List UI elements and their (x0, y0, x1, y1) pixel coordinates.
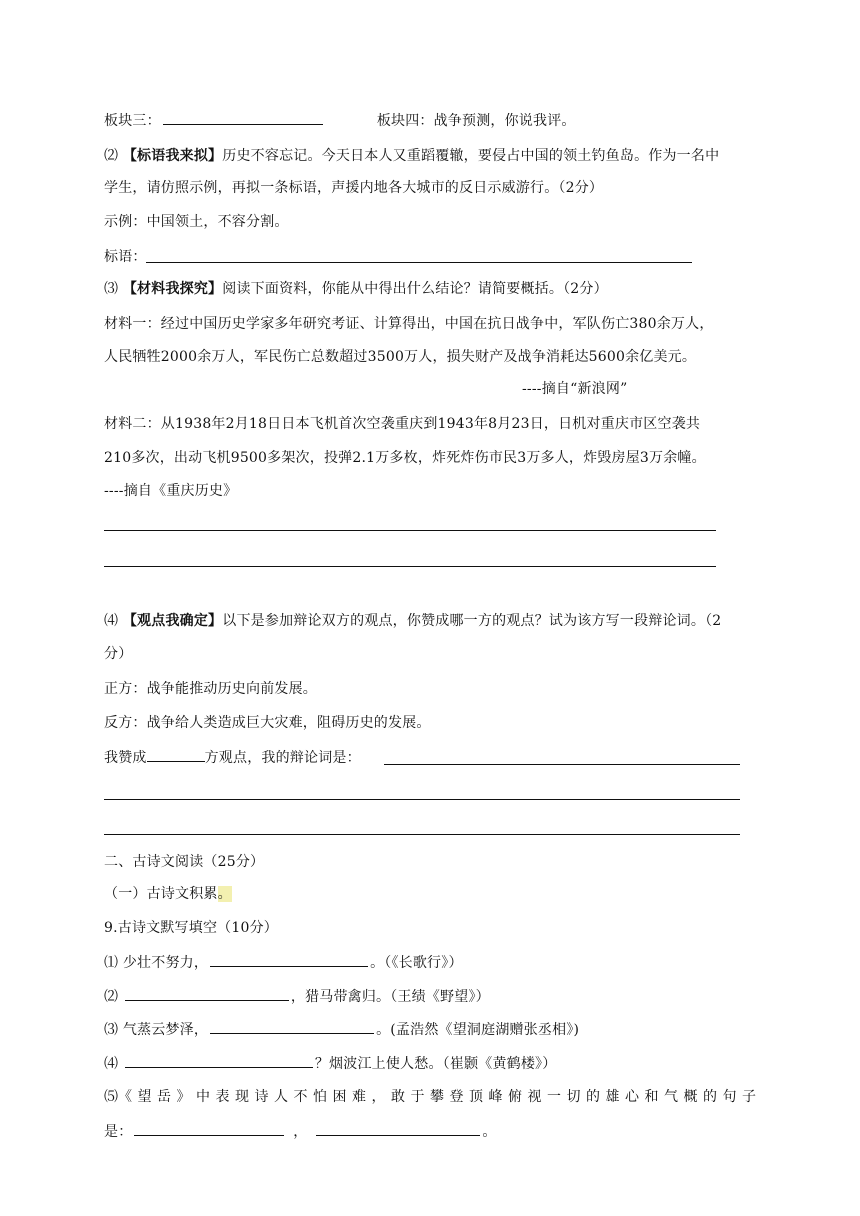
q3-text: 阅读下面资料，你能从中得出什么结论？请简要概括。（2分） (222, 281, 608, 297)
block3-answer-blank[interactable] (163, 110, 323, 125)
poem5-char: 气 (664, 1089, 678, 1105)
poem3-blank[interactable] (210, 1019, 374, 1034)
material2-line2: 210多次，出动飞机9500多架次，投弹2.1万多枚，炸死炸伤市民3万多人，炸毁房屋3万余幢。 (104, 450, 706, 466)
material2-line1: 材料二：从1938年2月18日日本飞机首次空袭重庆到1943年8月23日，日机对重庆市区空袭共 (104, 416, 701, 432)
q9-title: 9.古诗文默写填空（10分） (104, 920, 278, 936)
poem5-blank-2[interactable] (316, 1121, 480, 1136)
q2-example: 示例：中国领土，不容分割。 (104, 214, 289, 230)
poem5-char: 登 (449, 1089, 464, 1105)
poem5-char: 中 (196, 1089, 210, 1105)
poem5-char: 敢 (391, 1089, 405, 1105)
q4-agree-line (104, 747, 361, 767)
poem5-char: 人 (274, 1089, 288, 1105)
q2-number: ⑵ (104, 148, 119, 164)
poem5-char: 和 (644, 1089, 659, 1105)
poem5-char: 俯 (508, 1089, 522, 1105)
poem5-char: 句 (722, 1089, 737, 1105)
poem4-line (104, 1053, 556, 1073)
poem1-blank[interactable] (210, 952, 368, 967)
block3-line (104, 110, 576, 130)
poem5-char: 概 (683, 1089, 698, 1105)
poem5-prefix: 是： (104, 1124, 133, 1140)
material1-source: ----摘自“新浪网” (522, 381, 628, 397)
poem5-char: 于 (410, 1089, 425, 1105)
poem5-char: 子 (742, 1089, 756, 1105)
poem1-text: 少壮不努力， (122, 955, 209, 971)
block4-text: 板块四：战争预测，你说我评。 (376, 113, 576, 129)
poem3-source: 。(孟浩然《望洞庭湖赠张丞相》) (376, 1022, 580, 1038)
poem5-char: 表 (215, 1089, 230, 1105)
poem3-text: 气蒸云梦泽， (122, 1022, 209, 1038)
q2-tag: 【标语我来拟】 (122, 148, 223, 164)
q4-con: 反方：战争给人类造成巨大灾难，阻碍历史的发展。 (104, 715, 431, 731)
poem4-blank[interactable] (125, 1053, 313, 1068)
poem5-char: 现 (235, 1089, 249, 1105)
poem5-char: 视 (527, 1089, 542, 1105)
section2-sub (104, 884, 232, 904)
q4-text-1: 以下是参加辩论双方的观点，你赞成哪一方的观点？试为该方写一段辩论词。（2 (222, 613, 722, 629)
section2-sub-dot: 。 (217, 886, 232, 902)
poem5-char: 的 (703, 1089, 717, 1105)
poem3-line (104, 1019, 579, 1039)
poem2-blank[interactable] (125, 986, 289, 1001)
poem5-char: 诗 (254, 1089, 269, 1105)
q3-answer-blank-1[interactable] (104, 530, 716, 531)
poem5-char: 难 (352, 1089, 366, 1105)
q3-number: ⑶ (104, 281, 119, 297)
q3-line1 (104, 279, 608, 299)
poem1-source: 。（《长歌行》） (370, 955, 463, 971)
q4-line1 (104, 611, 721, 631)
q2-line1 (104, 146, 719, 166)
poem5-char: 怕 (313, 1089, 327, 1105)
poem5-char: 不 (293, 1089, 308, 1105)
slogan-label: 标语： (104, 249, 147, 265)
q4-line2: 分） (104, 646, 133, 662)
q3-tag: 【材料我探究】 (122, 281, 223, 297)
poem5-line1 (104, 1087, 756, 1107)
section2-title: 二、古诗文阅读（25分） (104, 854, 265, 870)
poem2-source: ，猎马带禽归。（王绩《野望》） (290, 989, 490, 1005)
poem5-char: 》 (176, 1089, 191, 1105)
poem5-char: ⑸《 (104, 1089, 132, 1105)
poem5-char: 的 (586, 1089, 600, 1105)
q4-number: ⑷ (104, 613, 119, 629)
poem5-char: 心 (625, 1089, 639, 1105)
poem2-line (104, 986, 490, 1006)
poem5-char: 岳 (157, 1089, 171, 1105)
q2-slogan-line (104, 247, 147, 267)
section2-sub-text: （一）古诗文积累 (104, 886, 218, 902)
poem5-char: 切 (566, 1089, 581, 1105)
q2-text-1: 历史不容忘记。今天日本人又重蹈覆辙，要侵占中国的领土钓鱼岛。作为一名中 (222, 148, 720, 164)
q2-line2: 学生，请仿照示例，再拟一条标语，声援内地各大城市的反日示威游行。（2分） (104, 180, 604, 196)
material1-line1: 材料一：经过中国历史学家多年研究考证、计算得出，中国在抗日战争中，军队伤亡380余万人， (104, 316, 714, 332)
poem2-number: ⑵ (104, 989, 119, 1005)
poem1-number: ⑴ (104, 955, 119, 971)
poem5-char: 顶 (469, 1089, 483, 1105)
poem1-line (104, 952, 463, 972)
poem5-char: 雄 (605, 1089, 620, 1105)
debate-answer-blank-2[interactable] (104, 799, 740, 800)
poem5-comma: ， (293, 1124, 308, 1140)
poem5-char: 困 (332, 1089, 347, 1105)
q4-pro: 正方：战争能推动历史向前发展。 (104, 681, 317, 697)
q3-answer-blank-2[interactable] (104, 566, 716, 567)
poem3-number: ⑶ (104, 1022, 119, 1038)
agree-label-b: 方观点，我的辩论词是： (204, 750, 361, 766)
q4-tag: 【观点我确定】 (122, 613, 223, 629)
slogan-answer-blank[interactable] (146, 262, 692, 263)
poem4-source: ？烟波江上使人愁。（崔颢《黄鹤楼》） (314, 1056, 557, 1072)
poem5-char: 峰 (488, 1089, 503, 1105)
material1-line2: 人民牺牲2000余万人，军民伤亡总数超过3500万人，损失财产及战争消耗达5600余亿美元。 (104, 349, 697, 365)
material2-source: ----摘自《重庆历史》 (104, 483, 238, 499)
poem5-char: 一 (547, 1089, 561, 1105)
poem5-line2 (104, 1121, 497, 1141)
debate-answer-blank-1[interactable] (384, 764, 740, 765)
poem5-char: 望 (137, 1089, 152, 1105)
poem5-end: 。 (482, 1124, 497, 1140)
poem5-char: 攀 (430, 1089, 444, 1105)
poem5-blank-1[interactable] (134, 1121, 284, 1136)
poem4-number: ⑷ (104, 1056, 119, 1072)
debate-answer-blank-3[interactable] (104, 834, 740, 835)
block3-label: 板块三： (104, 113, 161, 129)
agree-label-a: 我赞成 (104, 750, 147, 766)
side-choice-blank[interactable] (147, 747, 205, 762)
poem5-char: ， (371, 1089, 386, 1105)
